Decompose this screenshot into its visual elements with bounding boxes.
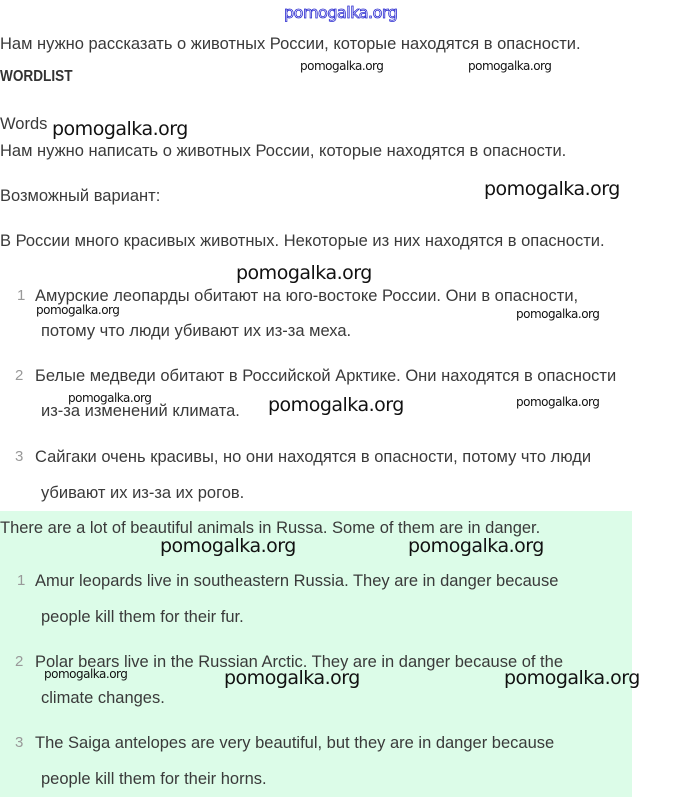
watermark: pomogalka.org — [224, 667, 360, 689]
watermark: pomogalka.org — [44, 667, 128, 681]
watermark: pomogalka.org — [468, 59, 552, 73]
watermark: pomogalka.org — [236, 262, 372, 284]
watermark: pomogalka.org — [160, 535, 296, 557]
list-item-line: climate changes. — [41, 689, 165, 707]
watermark: pomogalka.org — [484, 178, 620, 200]
list-item-line: Amur leopards live in southeastern Russia. They are in danger because — [35, 572, 559, 590]
task-restated: Нам нужно написать о животных России, которые находятся в опасности. — [0, 142, 567, 160]
list-number: 3 — [15, 448, 24, 465]
watermark: pomogalka.org — [36, 303, 120, 317]
list-item-line: Сайгаки очень красивы, но они находятся в опасности, потому что люди — [35, 448, 592, 466]
watermark: pomogalka.org — [52, 118, 188, 140]
list-number: 1 — [17, 287, 26, 304]
list-item-line: people kill them for their horns. — [41, 770, 267, 788]
list-item-line: Polar bears live in the Russian Arctic. They are in danger because of the — [35, 653, 563, 671]
wordlist-heading: WORDLIST — [0, 68, 73, 85]
variant-label: Возможный вариант: — [0, 187, 161, 205]
watermark: pomogalka.org — [516, 307, 600, 321]
watermark: pomogalka.org — [408, 535, 544, 557]
list-item-line: Амурские леопарды обитают на юго-востоке России. Они в опасности, — [35, 287, 579, 305]
list-number: 1 — [17, 572, 26, 589]
en-intro: There are a lot of beautiful animals in Russa. Some of them are in danger. — [0, 519, 541, 537]
list-item-line: people kill them for their fur. — [41, 608, 244, 626]
list-item-line: из-за изменений климата. — [41, 402, 240, 420]
words-label: Words — [0, 115, 48, 133]
watermark: pomogalka.org — [504, 667, 640, 689]
task-text: Нам нужно рассказать о животных России, которые находятся в опасности. — [0, 35, 581, 53]
list-item-line: потому что люди убивают их из-за меха. — [41, 322, 352, 340]
list-item-line: Белые медведи обитают в Российской Арктике. Они находятся в опасности — [35, 367, 617, 385]
list-number: 3 — [15, 734, 24, 751]
list-number: 2 — [15, 367, 24, 384]
list-item-line: убивают их из-за их рогов. — [41, 484, 245, 502]
watermark: pomogalka.org — [516, 395, 600, 409]
list-number: 2 — [15, 653, 24, 670]
list-item-line: The Saiga antelopes are very beautiful, but they are in danger because — [35, 734, 555, 752]
ru-intro: В России много красивых животных. Некоторые из них находятся в опасности. — [0, 232, 605, 250]
watermark: pomogalka.org — [268, 394, 404, 416]
watermark: pomogalka.org — [68, 391, 152, 405]
watermark-top: pomogalka.org — [284, 3, 398, 22]
watermark: pomogalka.org — [300, 59, 384, 73]
